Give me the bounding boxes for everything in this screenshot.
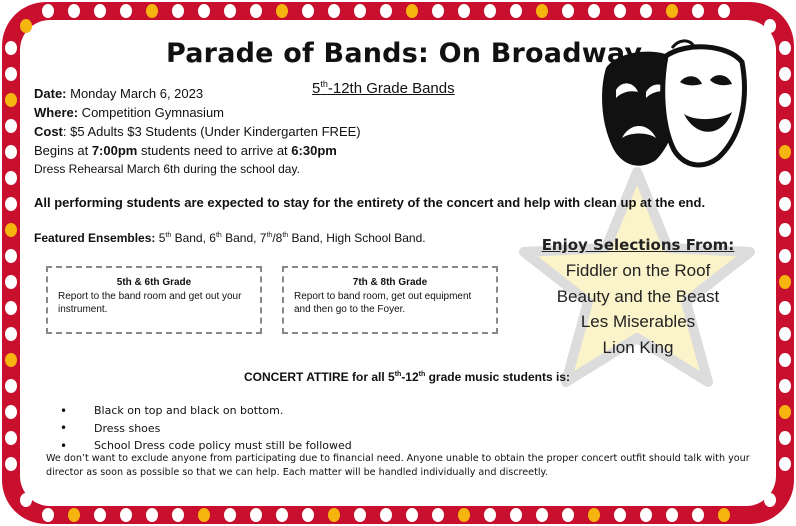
stay-notice: All performing students are expected to stay for the entirety of the concert and help with clean up at the end. (34, 195, 706, 210)
date-line: Date: Monday March 6, 2023 (34, 86, 204, 101)
box-text: Report to band room, get out equipment and then go to the Foyer. (294, 291, 472, 315)
box-text: Report to the band room and get out your instrument. (58, 291, 242, 315)
bullet: • (60, 403, 68, 418)
selection-item: Fiddler on the Roof (565, 261, 711, 280)
grade-7-8-box (282, 266, 498, 334)
grade-5-6-box (46, 266, 262, 334)
box-heading: 5th & 6th Grade (116, 277, 192, 288)
list-item: • School Dress code policy must still be followed (60, 438, 352, 453)
list-item: • Dress shoes (60, 421, 161, 436)
selection-item: Les Miserables (580, 312, 696, 331)
selections-panel (520, 236, 756, 360)
page-title: Parade of Bands: On Broadway (166, 38, 643, 69)
cost-line: Cost: $5 Adults $3 Students (Under Kindergarten FREE) (34, 124, 361, 139)
selection-item: Lion King (602, 337, 674, 357)
attire-list (60, 402, 352, 455)
disclaimer: We don’t want to exclude anyone from participating due to financial need. Anyone unable to obtain the proper concert outfit should talk with your director as soon as possible so that we can help. Each matter will be handled individually and discreetly. (46, 453, 750, 478)
event-info (34, 84, 361, 179)
begins-line: Begins at 7:00pm students need to arrive at 6:30pm (34, 143, 337, 158)
attire-heading: CONCERT ATTIRE for all 5th-12th grade music students is: (244, 370, 570, 384)
bullet: • (60, 438, 68, 453)
bullet: • (60, 421, 68, 436)
list-item: • Black on top and black on bottom. (60, 403, 284, 418)
subtitle: 5th-12th Grade Bands (312, 79, 455, 97)
featured-ensembles: Featured Ensembles: 5th Band, 6th Band, 7th/8th Band, High School Band. (34, 231, 426, 245)
selections-heading: Enjoy Selections From: (541, 236, 735, 254)
where-line: Where: Competition Gymnasium (34, 105, 225, 120)
box-heading: 7th & 8th Grade (352, 277, 428, 288)
rehearsal-line: Dress Rehearsal March 6th during the school day. (34, 162, 300, 176)
selection-item: Beauty and the Beast (556, 286, 720, 306)
